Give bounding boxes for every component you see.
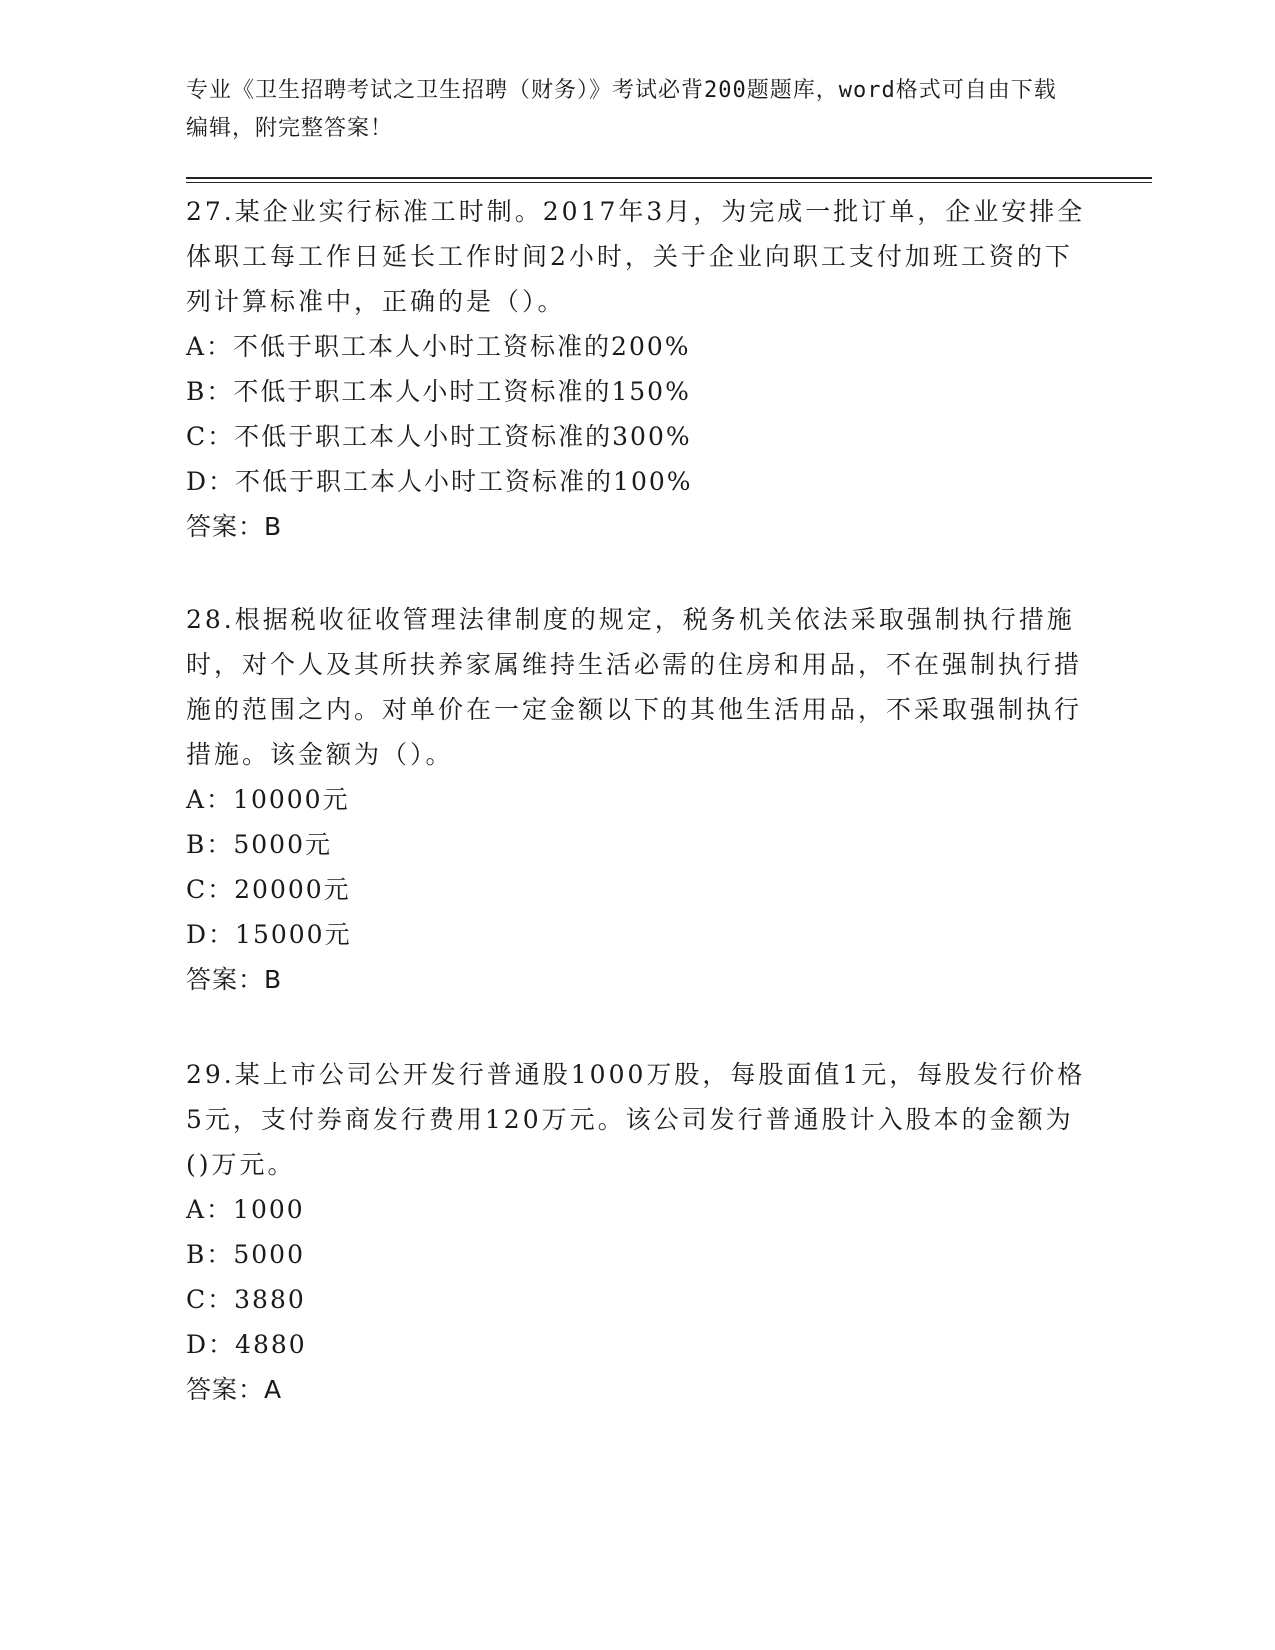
question-27 xyxy=(186,189,1086,549)
option-c: C：3880 xyxy=(186,1285,306,1314)
option-c: C：20000元 xyxy=(186,875,351,904)
answer-line: 答案：A xyxy=(186,1375,283,1404)
option-d: D：不低于职工本人小时工资标准的100% xyxy=(186,467,693,496)
option-c: C：不低于职工本人小时工资标准的300% xyxy=(186,422,692,451)
answer-line: 答案：B xyxy=(186,512,283,541)
option-d: D：15000元 xyxy=(186,920,352,949)
header-divider-thick xyxy=(186,177,1152,179)
question-stem: 27.某企业实行标准工时制。2017年3月，为完成一批订单，企业安排全体职工每工作日延长工作时间2小时，关于企业向职工支付加班工资的下列计算标准中，正确的是（）。 xyxy=(186,197,1086,316)
question-stem: 28.根据税收征收管理法律制度的规定，税务机关依法采取强制执行措施时，对个人及其所扶养家属维持生活必需的住房和用品，不在强制执行措施的范围之内。对单价在一定金额以下的其他生活用品，不采取强制执行措施。该金额为（）。 xyxy=(186,605,1083,769)
option-a: A：10000元 xyxy=(186,785,350,814)
option-a: A：1000 xyxy=(186,1195,305,1224)
header-divider-thin xyxy=(186,182,1152,183)
option-d: D：4880 xyxy=(186,1330,307,1359)
question-28 xyxy=(186,597,1086,1002)
question-stem: 29.某上市公司公开发行普通股1000万股，每股面值1元，每股发行价格5元，支付券商发行费用120万元。该公司发行普通股计入股本的金额为()万元。 xyxy=(186,1060,1086,1179)
option-a: A：不低于职工本人小时工资标准的200% xyxy=(186,332,691,361)
option-b: B：5000 xyxy=(186,1240,305,1269)
option-b: B：5000元 xyxy=(186,830,332,859)
answer-line: 答案：B xyxy=(186,965,283,994)
document-intro: 专业《卫生招聘考试之卫生招聘（财务）》考试必背200题题库，word格式可自由下载编辑，附完整答案！ xyxy=(186,78,1057,141)
option-b: B：不低于职工本人小时工资标准的150% xyxy=(186,377,691,406)
question-29 xyxy=(186,1052,1086,1412)
